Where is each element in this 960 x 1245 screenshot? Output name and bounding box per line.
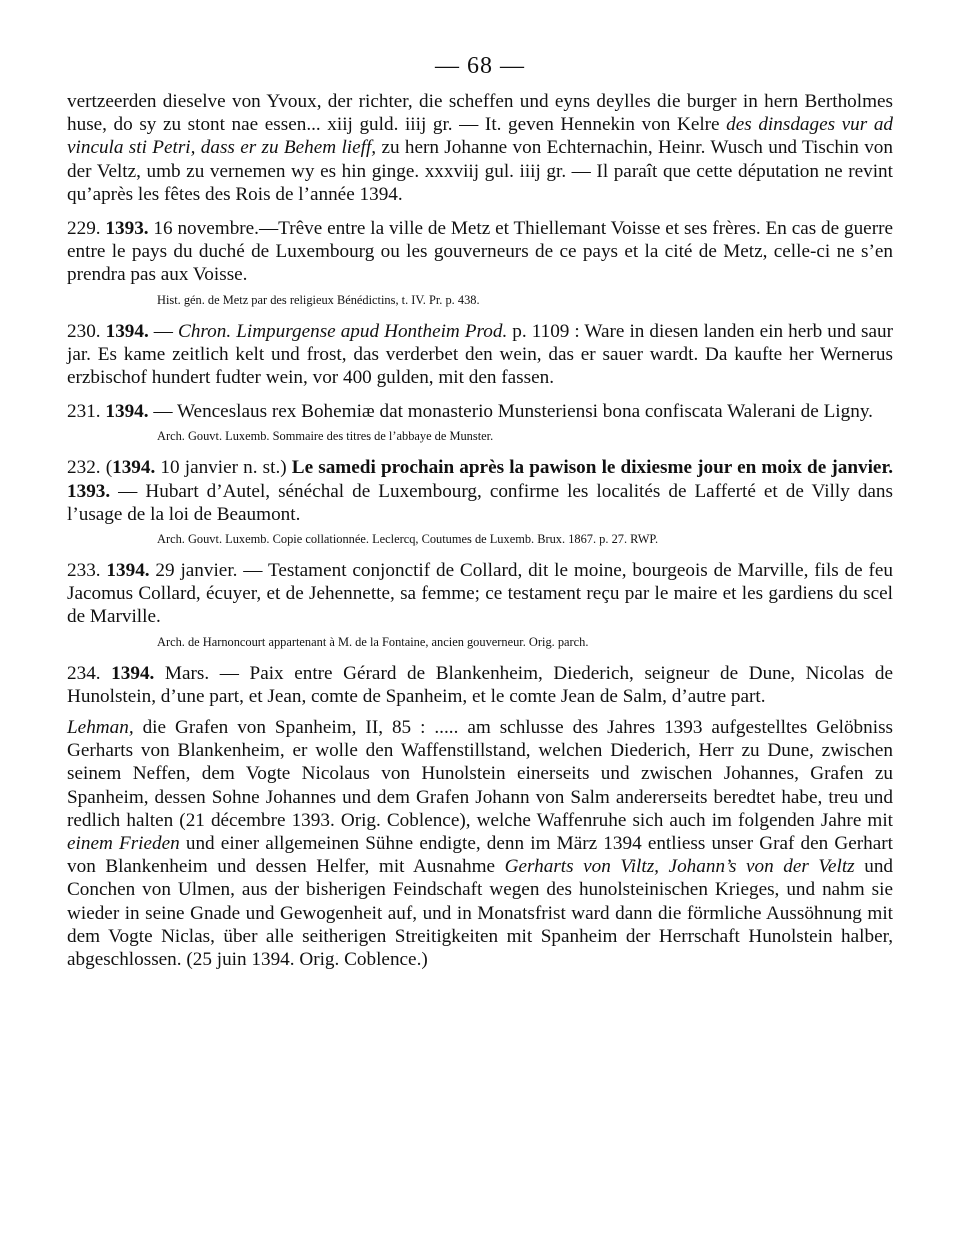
entry-231-year: 1394. [105,401,149,423]
document-page [67,52,893,971]
entry-230-text: p. 1109 : Ware in diesen landen ein herb und saur jar. Es kame zeitlich kelt und frost, das verderbet den wein, das er sauer wardt. Da kaufte her Wernerus erzbischof hundert fudter wein, vor 400 gulden, mit den fassen. [67,320,893,389]
intro-paragraph [67,90,893,206]
entry-234-number: 234. [67,662,101,684]
entry-232-bold-quote: Le samedi prochain après la pawison le dixiesme jour en moix de janvier. 1393. [67,457,893,502]
lehman-paragraph [67,716,893,971]
entry-234-year: 1394. [111,662,155,684]
entry-233 [67,559,893,629]
entry-232-source: Arch. Gouvt. Luxemb. Copie collationnée. Leclercq, Coutumes de Luxemb. Brux. 1867. p. 27. RWP. [157,532,659,547]
entry-231-source: Arch. Gouvt. Luxemb. Sommaire des titres de l’abbaye de Munster. [157,429,494,444]
lehman-italic-3: Gerharts von Viltz, Johann’s von der Veltz [504,856,855,878]
lehman-author: Lehman, [67,717,134,739]
intro-text-1: vertzeerden dieselve von Yvoux, der richter, die scheffen und eyns deylles die burger in hern Bertholmes huse, do sy zu stont nae essen... xiij guld. iiij gr. — It. geven Hennekin von Kelre [67,91,893,136]
lehman-italic-2: einem Frieden [67,833,180,855]
entry-231-text: — Wenceslaus rex Bohemiæ dat monasterio Munsteriensi bona confiscata Walerani de Ligny. [148,401,873,423]
entry-229-year: 1393. [105,218,149,240]
entry-230-number: 230. [67,320,101,342]
entry-230 [67,320,893,390]
entry-232-text-1: 10 janvier n. st.) [155,457,292,479]
entry-232-number: 232. [67,457,101,479]
entry-230-year: 1394. [105,320,149,342]
intro-italic-quote: des dinsdages vur ad vincula sti Petri, dass er zu Behem lieff, [67,114,894,159]
entry-229-number: 229. [67,218,101,240]
page-number: — 68 — [435,53,525,79]
entry-230-source-title: Chron. Limpurgense apud Hontheim Prod. [178,320,508,342]
entry-233-source: Arch. de Harnoncourt appartenant à M. de la Fontaine, ancien gouverneur. Orig. parch. [157,634,589,649]
entry-233-year: 1394. [106,560,150,582]
entry-230-dash: — [148,320,179,342]
entry-233-number: 233. [67,560,101,582]
entry-231 [67,400,893,423]
entry-229-source: Hist. gén. de Metz par des religieux Bénédictins, t. IV. Pr. p. 438. [157,292,480,307]
entry-234-text: Mars. — Paix entre Gérard de Blankenheim, Diederich, seigneur de Dune, Nicolas de Hunolstein, d’une part, et Jean, comte de Spanheim, et le comte Jean de Salm, d’autre part. [67,662,893,707]
entry-229-text: 16 novembre.—Trêve entre la ville de Metz et Thiellemant Voisse et ses frères. En cas de guerre entre le pays du duché de Luxembourg ou les gouverneurs de ce pays et la cité de Metz, celle-ci ne s’en prendra pas aux Voisse. [67,218,893,286]
lehman-text-1: die Grafen von Spanheim, II, 85 : ..... am schlusse des Jahres 1393 aufgestelltes Gelöbniss Gerharts von Blankenheim, er wolle den Waffenstillstand, welchen Diederich, Herr zu Dune, zwischen seinem Neffen, dem Vogte Nicolaus von Hunolstein einerseits und zwischen Johannes, Grafen zu Spanheim, dessen Sohne Johannes und dem Grafen Johann von Salm andererseits beredtet habe, treu und redlich halten (21 décembre 1393. Orig. Coblence), welche Waffenruhe sich auch im folgenden Jahre mit [67,717,893,831]
lehman-text-3: und Conchen von Ulmen, aus der bisherigen Feindschaft wegen des hunolsteinischen Krieges, und nahm sie wieder in seine Gnade und Gewogenheit auf, und in Monatsfrist ward dann die förmliche Aussöhnung mit dem Vogte Niclas, über alle seitherigen Streitigkeiten mit Spanheim der Herrschaft Hunolstein halber, abgeschlossen. (25 juin 1394. Orig. Coblence.) [67,856,894,971]
entry-232-text-2: — Hubart d’Autel, sénéchal de Luxembourg, confirme les localités de Lafferté et de Villy dans l’usage de la loi de Beaumont. [67,480,893,525]
entry-232-year: 1394. [112,457,156,479]
entry-231-number: 231. [67,401,101,423]
intro-text-2: zu hern Johanne von Echternachin, Heinr. Wusch und Tischin von der Veltz, umb zu vernemen wy es hin ginge. xxxviij gul. iiij gr. — Il paraît que cette députation ne revint qu’après les fêtes des Rois de l’année 1394. [67,137,893,205]
entry-229 [67,217,893,287]
entry-232-open-paren: ( [100,457,113,479]
entry-232 [67,456,893,526]
lehman-text-2: und einer allgemeinen Sühne endigte, denn im März 1394 entliess unser Graf den Gerhart von Blankenheim und dessen Helfer, mit Ausnahme [67,833,893,878]
entry-233-text: 29 janvier. — Testament conjonctif de Collard, dit le moine, bourgeois de Marville, fils de feu Jacomus Collard, écuyer, et de Jehennette, sa femme; ce testament reçu par le maire et les gardiens du scel de Marville. [67,560,894,628]
entry-234 [67,662,893,708]
